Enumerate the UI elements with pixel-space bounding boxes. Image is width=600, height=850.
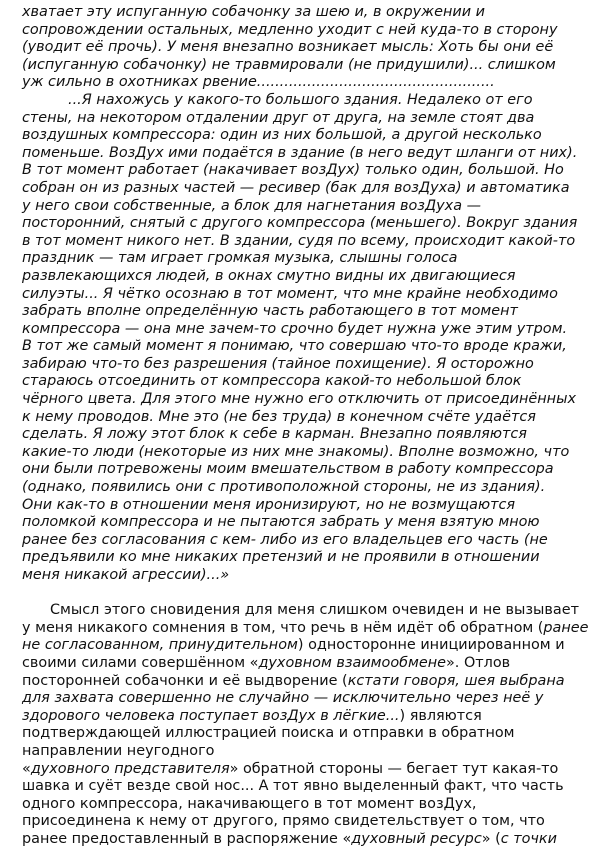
text-run: поменьше. ВозДух ими подаётся в здание (в него ведут шланги от них). — [22, 144, 578, 161]
text-run: предъявили ко мне никаких претензий и не проявили в отношении — [22, 549, 540, 566]
text-run: поломкой компрессора и не пытаются забрать у меня взятую мною — [22, 514, 540, 531]
text-line — [22, 4, 582, 22]
text-line — [22, 831, 582, 849]
text-run: ранее — [543, 619, 589, 636]
document-page — [22, 4, 589, 849]
text-run: шавка и суёт везде свой нос... А тот явно выделенный факт, что часть — [22, 778, 564, 795]
text-run: посторонний, снятый с другого компрессора (меньшего). Вокруг здания — [22, 215, 578, 232]
text-line — [22, 303, 582, 321]
text-run: духовном взаимообмене — [258, 654, 446, 671]
text-line — [22, 444, 582, 462]
text-run: (испуганную собачонку) не травмировали (не придушили)... слишком — [22, 56, 556, 73]
text-run: стены, на некотором отдалении друг от друга, на земле стоят два — [22, 109, 535, 126]
text-run: кстати говоря, шея выбрана — [347, 672, 565, 689]
text-line — [22, 461, 582, 479]
text-line — [22, 74, 582, 92]
text-line — [22, 286, 582, 304]
text-run: ) являются — [399, 707, 482, 724]
text-run: у меня никакого сомнения в том, что речь в нём идёт об обратном ( — [22, 619, 544, 636]
text-run: они были потревожены моим вмешательством в работу компрессора — [22, 461, 554, 478]
text-run: хватает эту испуганную собачонку за шею и, в окружении и — [22, 4, 486, 20]
text-line — [22, 162, 582, 180]
text-line — [22, 39, 582, 57]
text-line — [22, 743, 582, 761]
text-run: направлении неугодного — [22, 742, 215, 759]
text-run: воздушных компрессора: один из них большой, а другой несколько — [22, 127, 542, 144]
text-run: духовного представителя — [30, 760, 230, 777]
text-run: собран он из разных частей — ресивер (бак для возДуха) и автоматика — [22, 179, 570, 196]
text-line — [22, 778, 582, 796]
text-line — [22, 110, 582, 128]
text-line — [22, 22, 582, 40]
text-run: ». Отлов — [446, 654, 511, 671]
text-run: не согласованном, принудительном — [22, 637, 298, 654]
text-run: одного компрессора, накачивающего в тот момент возДух, — [22, 795, 477, 812]
text-run: стараюсь отсоединить от компрессора какой-то небольшой блок — [22, 373, 522, 390]
text-line — [22, 57, 582, 75]
text-line — [22, 426, 582, 444]
paragraph-gap — [22, 585, 582, 603]
text-line — [22, 180, 582, 198]
text-line — [22, 655, 582, 673]
text-run: с точки — [500, 830, 557, 847]
text-run: здорового человека поступает возДух в лёгкие... — [22, 707, 400, 724]
text-run: « — [22, 760, 31, 777]
text-run: в тот момент никого нет. В здании, судя по всему, происходит какой-то — [22, 232, 576, 249]
text-line — [22, 127, 582, 145]
text-run: » обратной стороны — бегает тут какая-то — [229, 760, 559, 777]
text-line — [22, 250, 582, 268]
text-line — [22, 338, 582, 356]
text-run: у него свои собственные, а блок для нагнетания возДуха — — [22, 197, 481, 214]
text-run: подтверждающей иллюстрацией поиска и отправки в обратном — [22, 725, 515, 742]
dream-quote — [22, 4, 582, 585]
text-line — [22, 145, 582, 163]
text-line — [22, 602, 582, 620]
text-line — [22, 92, 582, 110]
text-line — [22, 796, 582, 814]
text-run: компрессора — она мне зачем-то срочно будет нужна уже этим утром. — [22, 320, 568, 337]
text-line — [22, 497, 582, 515]
text-run: развлекающихся людей, в окнах смутно видны их двигающиеся — [22, 267, 516, 284]
text-run: посторонней собачонки и её выдворение ( — [22, 672, 348, 689]
text-line — [22, 479, 582, 497]
text-line — [22, 690, 582, 708]
text-run: ...Я нахожусь у какого-то большого здания. Недалеко от его — [68, 91, 533, 108]
text-run: уж сильно в охотниках рвение.................................................... — [22, 74, 495, 91]
text-line — [22, 215, 582, 233]
text-line — [22, 673, 582, 691]
text-run: своими силами совершённом « — [22, 654, 259, 671]
text-line — [22, 567, 582, 585]
text-line — [22, 514, 582, 532]
text-run: » ( — [481, 830, 501, 847]
text-run: ) односторонне инициированном и — [297, 637, 565, 654]
text-line — [22, 725, 582, 743]
text-run: сопровождении остальных, медленно уходит с ней куда-то в сторону — [22, 21, 558, 38]
text-run: духовный ресурс — [351, 830, 482, 847]
text-line — [22, 321, 582, 339]
text-run: (уводит её прочь). У меня внезапно возникает мысль: Хоть бы они её — [22, 39, 554, 56]
text-run: меня никакой агрессии)...» — [22, 567, 230, 583]
text-line — [22, 619, 589, 638]
text-line — [22, 233, 582, 251]
text-run: В тот же самый момент я понимаю, что совершаю что-то вроде кражи, — [22, 338, 567, 355]
text-line — [22, 813, 582, 831]
text-line — [22, 356, 582, 374]
text-run: В тот момент работает (накачивает возДух) только один, большой. Но — [22, 162, 564, 179]
text-run: силуэты... Я чётко осознаю в тот момент, что мне крайне необходимо — [22, 285, 558, 302]
text-run: для захвата совершенно не случайно — исключительно через неё у — [22, 690, 544, 707]
text-run: какие-то люди (некоторые из них мне знакомы). Вполне возможно, что — [22, 443, 570, 460]
commentary-paragraph — [22, 602, 589, 848]
text-line — [22, 409, 582, 427]
text-run: чёрного цвета. Для этого мне нужно его отключить от присоединённых — [22, 391, 576, 408]
text-run: ранее предоставленный в распоряжение « — [22, 830, 352, 847]
text-line — [22, 391, 582, 409]
text-run: сделать. Я ложу этот блок к себе в карман. Внезапно появляются — [22, 426, 527, 443]
text-line — [22, 198, 582, 216]
text-line — [22, 268, 582, 286]
text-run: забрать вполне определённую часть работающего в тот момент — [22, 303, 518, 320]
text-run: к нему проводов. Мне это (не без труда) в конечном счёте удаётся — [22, 408, 536, 425]
text-line — [22, 549, 582, 567]
text-line — [22, 708, 582, 726]
text-run: присоединена к нему от другого, прямо свидетельствует о том, что — [22, 813, 545, 830]
text-line — [22, 637, 582, 655]
text-run: праздник — там играет громкая музыка, слышны голоса — [22, 250, 458, 267]
text-run: забираю что-то без разрешения (тайное похищение). Я осторожно — [22, 355, 534, 372]
text-run: Они как-то в отношении меня иронизируют, но не возмущаются — [22, 496, 516, 513]
text-run: ранее без согласования с кем- либо из его владельцев его часть (не — [22, 531, 548, 548]
text-line — [22, 373, 582, 391]
text-line — [22, 532, 582, 550]
text-line — [22, 761, 582, 779]
text-run: Смысл этого сновидения для меня слишком очевиден и не вызывает — [50, 602, 579, 619]
text-run: (однако, появились они с противоположной стороны, не из здания). — [22, 479, 546, 496]
